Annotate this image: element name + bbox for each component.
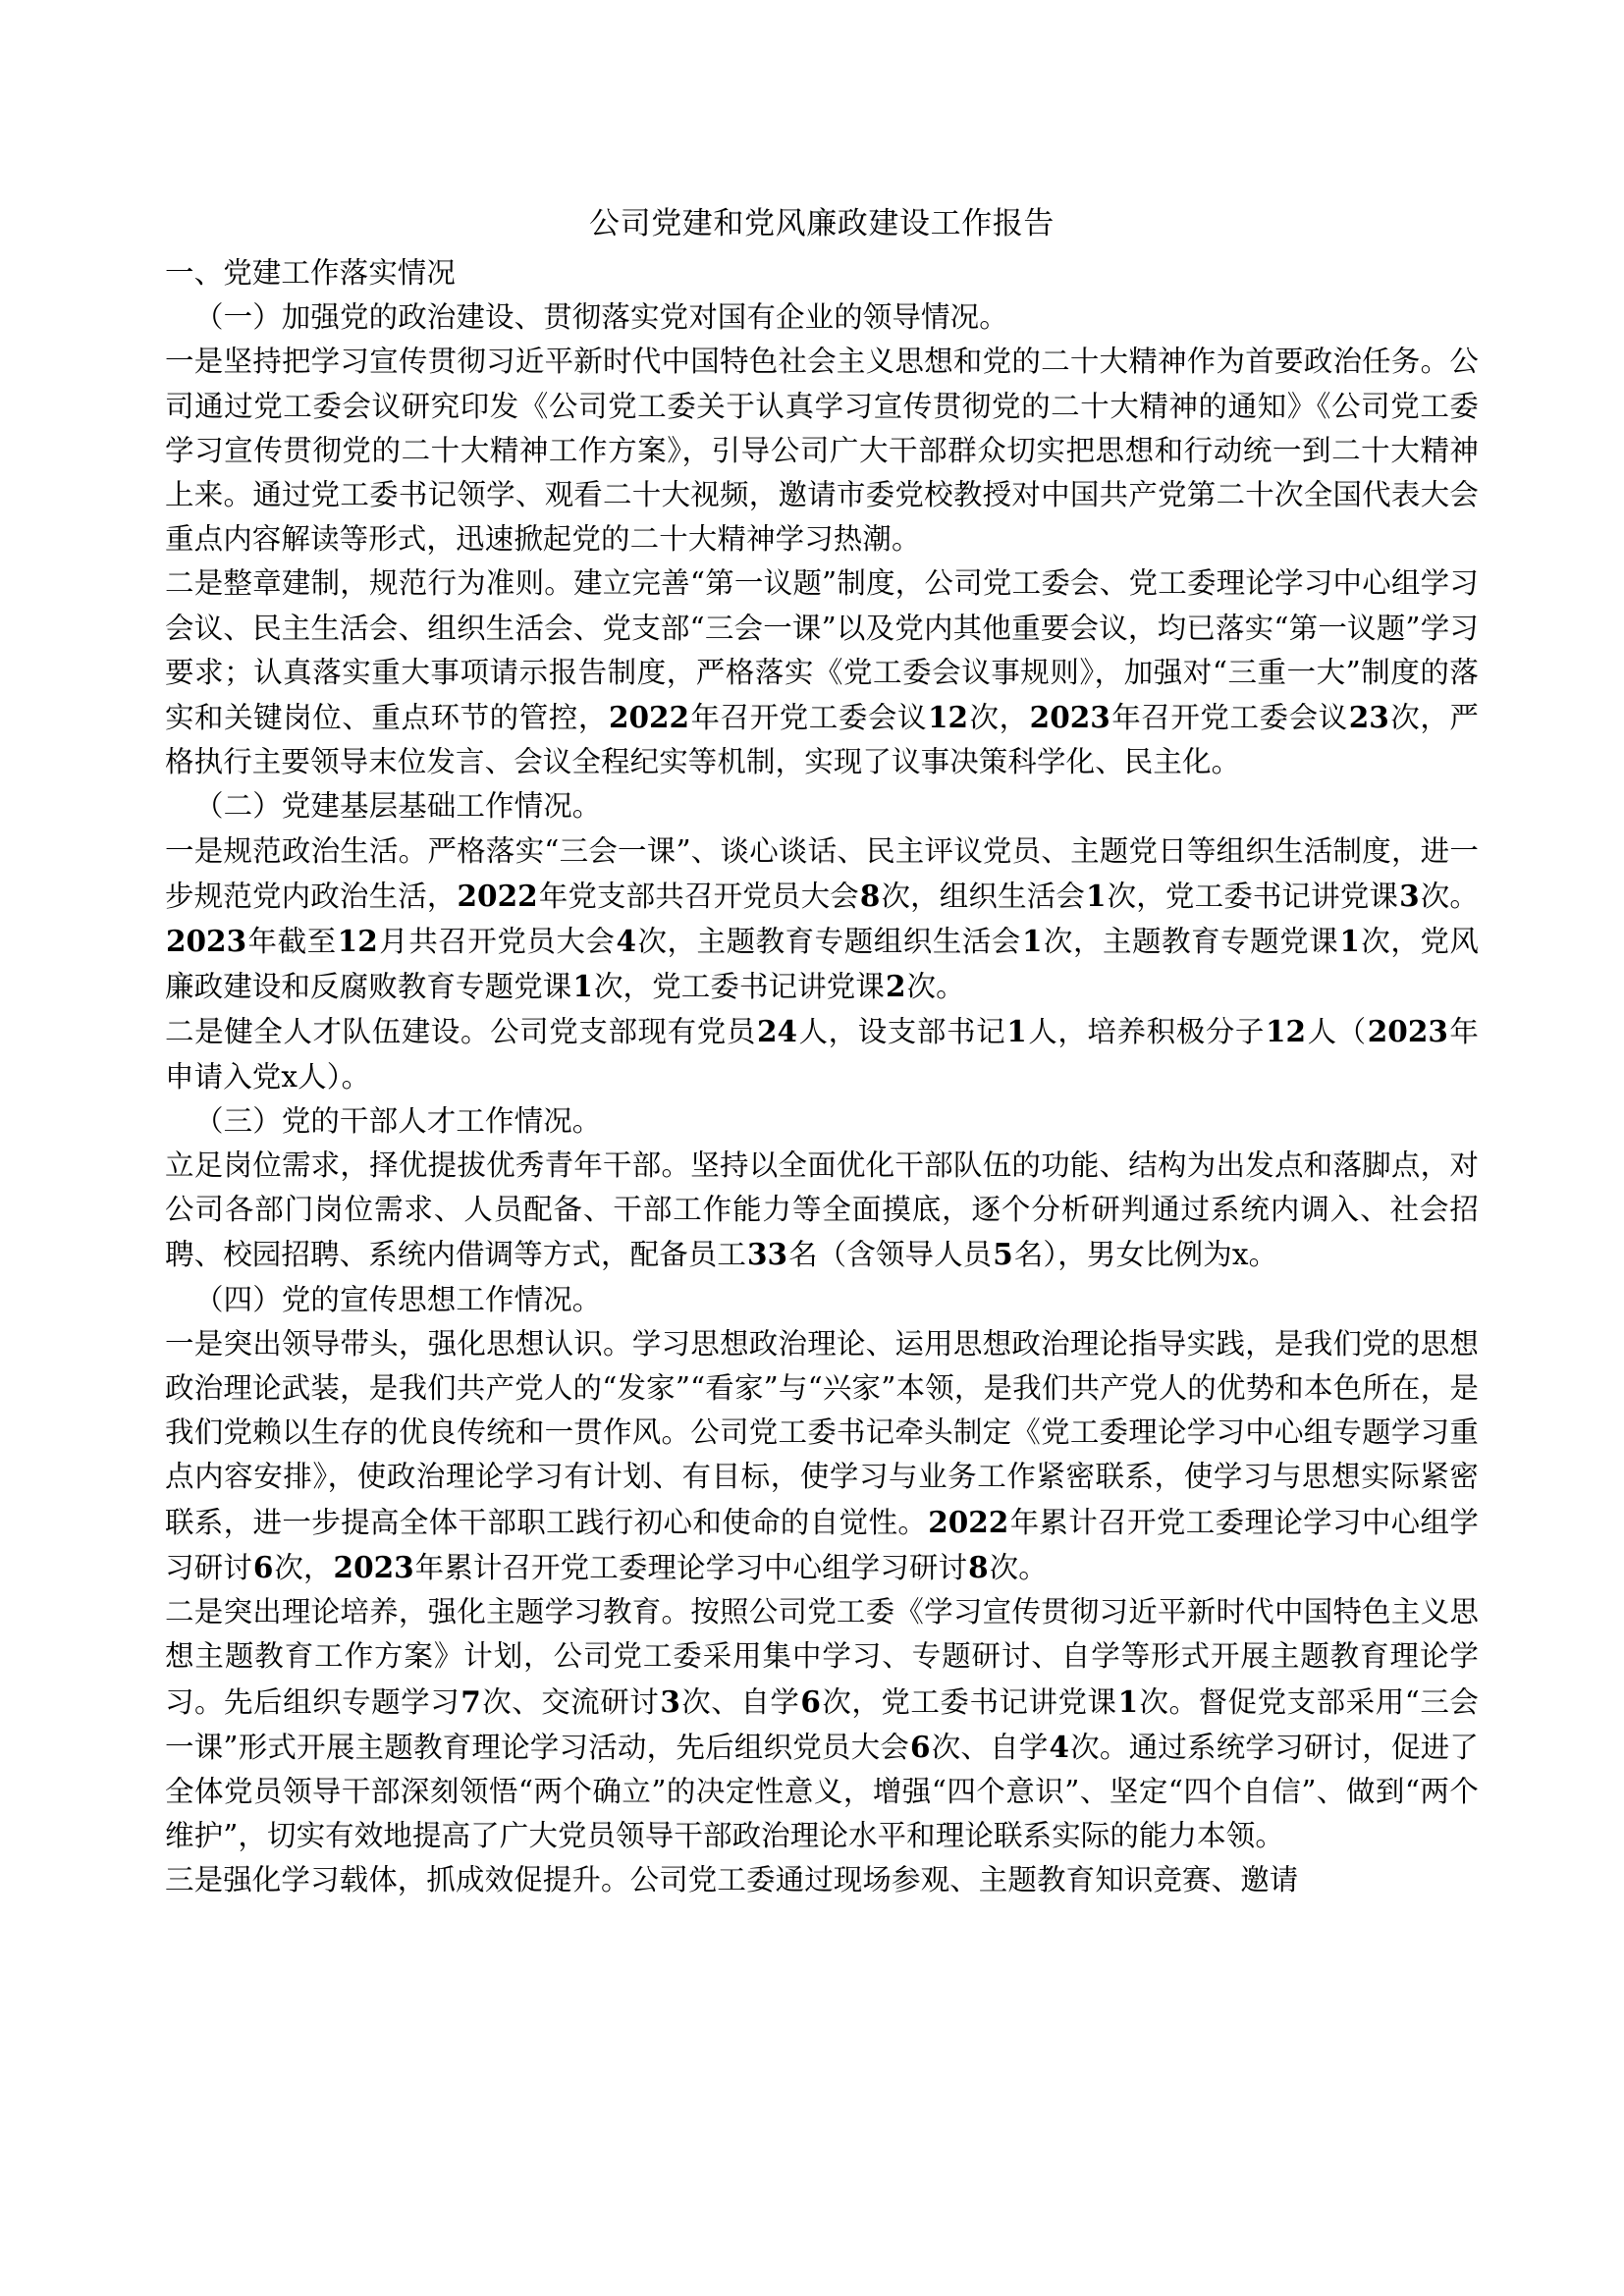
subsection-heading-1-2: （二）党建基层基础工作情况。 xyxy=(194,789,602,824)
body-paragraph: 二是整章建制，规范行为准则。建立完善“第一议题”制度，公司党工委会、党工委理论学习中心组学习会议、民主生活会、组织生活会、党支部“三会一课”以及党内其他重要会议，均已落实“第一议题”学习要求；认真落实重大事项请示报告制度，严格落实《党工委会议事规则》，加强对“三重一大”制度的落实和关键岗位、重点环节的管控，2022年召开党工委会议12次，2023年召开党工委会议23次，严格执行主要领导末位发言、会议全程纪实等机制，实现了议事决策科学化、民主化。 xyxy=(165,566,1479,779)
inline-number: 2022 xyxy=(457,878,538,913)
inline-number: 1 xyxy=(1117,1683,1139,1719)
inline-number: 3 xyxy=(660,1683,680,1719)
subsection-heading-1-3: （三）党的干部人才工作情况。 xyxy=(194,1103,602,1138)
inline-number: 5 xyxy=(993,1237,1013,1272)
body-paragraph: 一是坚持把学习宣传贯彻习近平新时代中国特色社会主义思想和党的二十大精神作为首要政治任务。公司通过党工委会议研究印发《公司党工委关于认真学习宣传贯彻党的二十大精神的通知》《公司党工委学习宣传贯彻党的二十大精神工作方案》，引导公司广大干部群众切实把思想和行动统一到二十大精神上来。通过党工委书记领学、观看二十大视频，邀请市委党校教授对中国共产党第二十次全国代表大会重点内容解读等形式，迅速掀起党的二十大精神学习热潮。 xyxy=(165,345,1479,557)
body-paragraph: 一是规范政治生活。严格落实“三会一课”、谈心谈话、民主评议党员、主题党日等组织生活制度，进一步规范党内政治生活，2022年党支部共召开党员大会8次，组织生活会1次，党工委书记讲党课3次。2023年截至12月共召开党员大会4次，主题教育专题组织生活会1次，主题教育专题党课1次，党风廉政建设和反腐败教育专题党课1次，党工委书记讲党课2次。 xyxy=(165,833,1479,1004)
inline-number: 1 xyxy=(1006,1014,1027,1049)
inline-number: 23 xyxy=(1348,700,1389,735)
document-body xyxy=(165,202,1479,1903)
page-title: 公司党建和党风廉政建设工作报告 xyxy=(589,206,1055,241)
inline-number: 6 xyxy=(910,1729,931,1764)
inline-number: 1 xyxy=(1339,924,1360,959)
inline-number: 2023 xyxy=(166,924,247,959)
inline-number: 24 xyxy=(756,1014,798,1049)
body-paragraph: 三是强化学习载体，抓成效促提升。公司党工委通过现场参观、主题教育知识竞赛、邀请 xyxy=(165,1863,1299,1897)
inline-number: 12 xyxy=(928,700,969,735)
inline-number: 1 xyxy=(1021,924,1043,959)
inline-number: 4 xyxy=(616,924,637,959)
body-paragraph: 二是突出理论培养，强化主题学习教育。按照公司党工委《学习宣传贯彻习近平新时代中国特色主义思想主题教育工作方案》计划，公司党工委采用集中学习、专题研讨、自学等形式开展主题教育理论学习。先后组织专题学习7次、交流研讨3次、自学6次，党工委书记讲党课1次。督促党支部采用“三会一课”形式开展主题教育理论学习活动，先后组织党员大会6次、自学4次。通过系统学习研讨，促进了全体党员领导干部深刻领悟“两个确立”的决定性意义，增强“四个意识”、坚定“四个自信”、做到“两个维护”，切实有效地提高了广大党员领导干部政治理论水平和理论联系实际的能力本领。 xyxy=(165,1595,1479,1853)
body-paragraph: 立足岗位需求，择优提拔优秀青年干部。坚持以全面优化干部队伍的功能、结构为出发点和落脚点，对公司各部门岗位需求、人员配备、干部工作能力等全面摸底，逐个分析研判通过系统内调入、社会招聘、校园招聘、系统内借调等方式，配备员工33名（含领导人员5名），男女比例为x。 xyxy=(165,1148,1479,1272)
inline-number: 3 xyxy=(1399,878,1420,913)
inline-number: 1 xyxy=(1086,878,1107,913)
inline-number: 6 xyxy=(800,1683,821,1719)
inline-number: 8 xyxy=(968,1549,989,1584)
inline-number: 2022 xyxy=(608,700,690,735)
inline-number: 2023 xyxy=(1029,700,1110,735)
body-paragraph: 二是健全人才队伍建设。公司党支部现有党员24人，设支部书记1人，培养积极分子12人（2023年申请入党x人）。 xyxy=(165,1014,1479,1094)
inline-number: 2 xyxy=(885,969,906,1004)
inline-number: 12 xyxy=(1266,1014,1307,1049)
subsection-heading-1-4: （四）党的宣传思想工作情况。 xyxy=(194,1282,602,1316)
inline-number: 8 xyxy=(859,878,881,913)
paragraph-list xyxy=(165,251,1479,1903)
inline-number: 12 xyxy=(337,924,378,959)
inline-number: 2022 xyxy=(928,1504,1009,1539)
inline-number: 4 xyxy=(1049,1729,1070,1764)
inline-number: 1 xyxy=(572,969,593,1004)
inline-number: 6 xyxy=(252,1549,274,1584)
body-paragraph: 一是突出领导带头，强化思想认识。学习思想政治理论、运用思想政治理论指导实践，是我们党的思想政治理论武装，是我们共产党人的“发家”“看家”与“兴家”本领，是我们共产党人的优势和本色所在，是我们党赖以生存的优良传统和一贯作风。公司党工委书记牵头制定《党工委理论学习中心组专题学习重点内容安排》，使政治理论学习有计划、有目标，使学习与业务工作紧密联系，使学习与思想实际紧密联系，进一步提高全体干部职工践行初心和使命的自觉性。2022年累计召开党工委理论学习中心组学习研讨6次，2023年累计召开党工委理论学习中心组学习研讨8次。 xyxy=(165,1326,1479,1584)
inline-number: 33 xyxy=(747,1237,788,1272)
section-heading-1: 一、党建工作落实情况 xyxy=(165,256,457,290)
inline-number: 7 xyxy=(460,1683,481,1719)
subsection-heading-1-1: （一）加强党的政治建设、贯彻落实党对国有企业的领导情况。 xyxy=(194,300,1008,335)
inline-number: 2023 xyxy=(333,1549,414,1584)
inline-number: 2023 xyxy=(1367,1014,1448,1049)
